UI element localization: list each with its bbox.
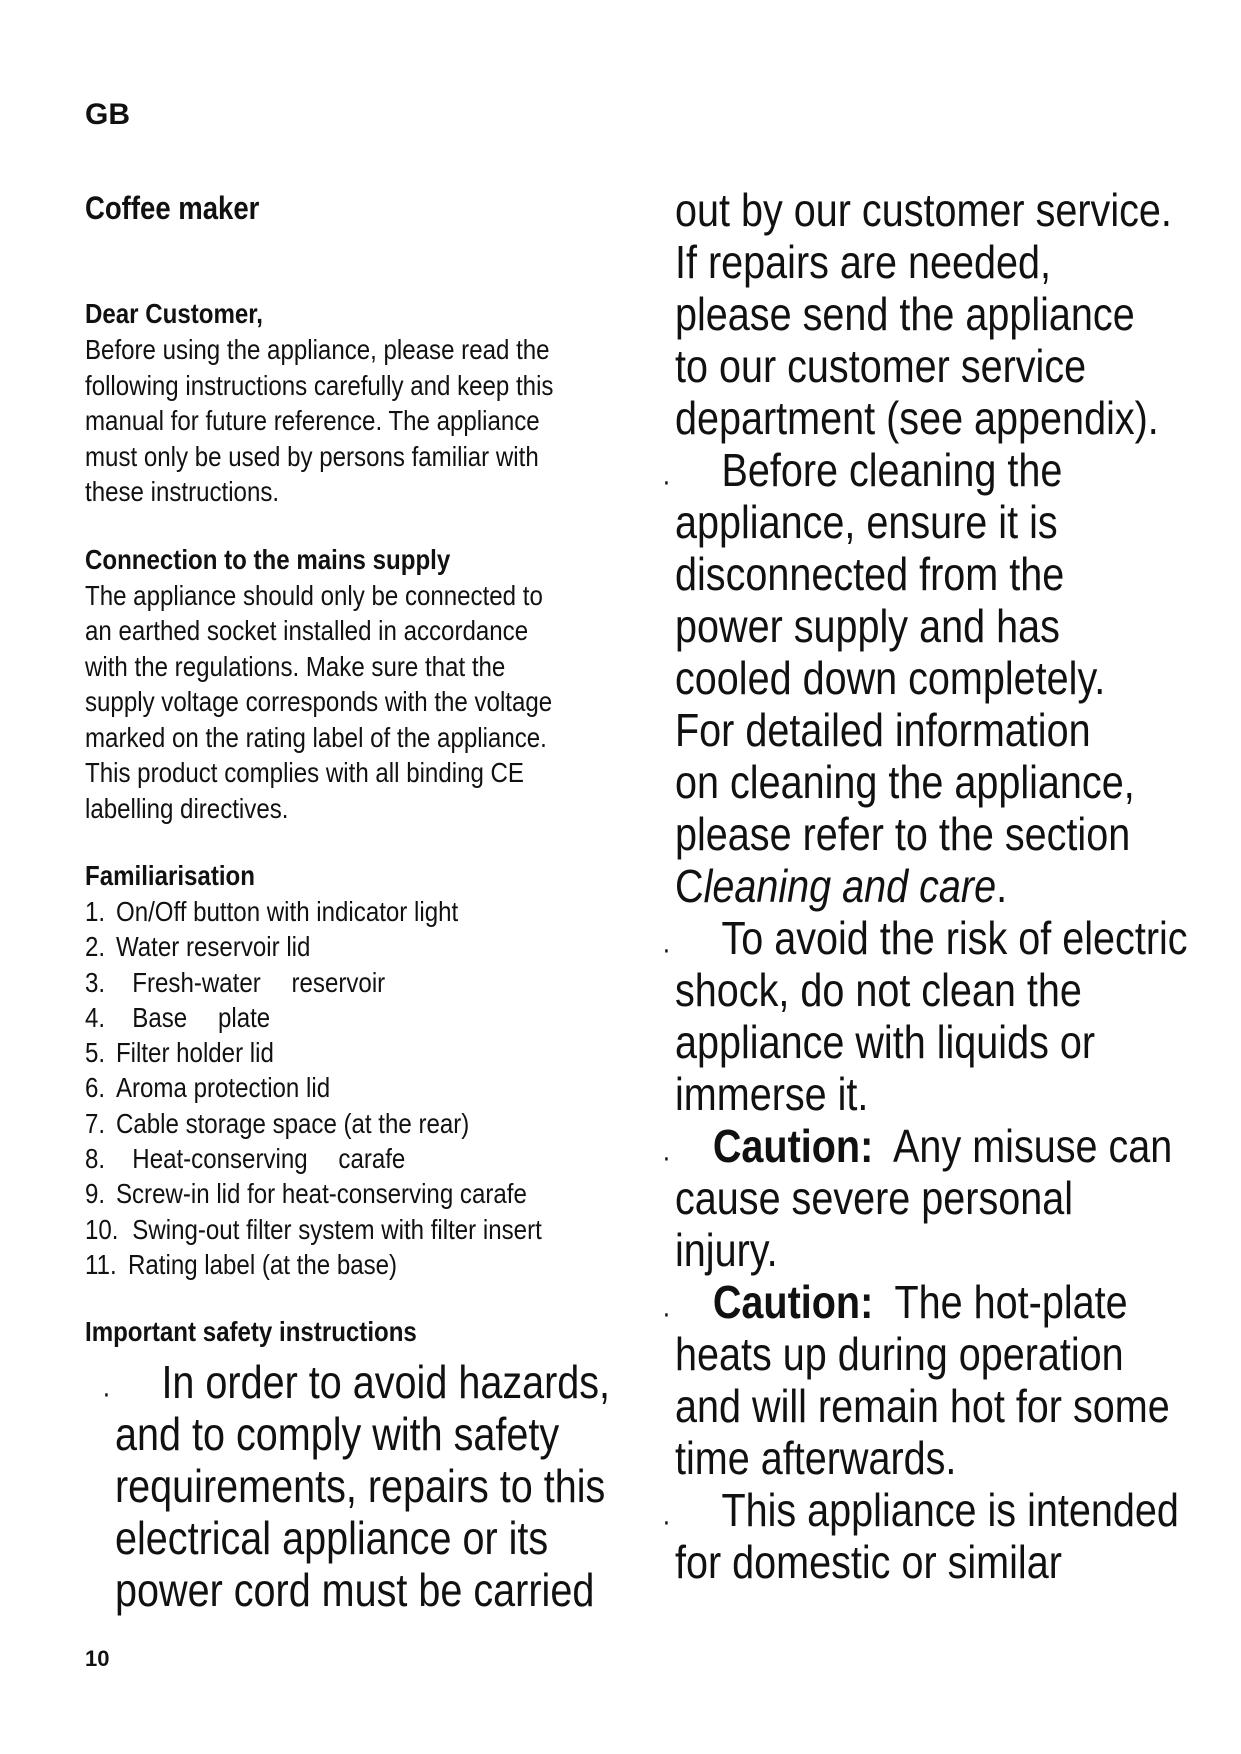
text-line: for domestic or similar — [675, 1536, 1062, 1588]
bullet-icon: · — [662, 1505, 671, 1538]
text-line: please refer to the section — [675, 808, 1131, 860]
item-number: 4. — [85, 1001, 106, 1033]
item-text: Screw-in lid for heat-conserving carafe — [115, 1178, 527, 1210]
repairs-continued — [675, 184, 1188, 444]
mains-heading: Connection to the mains supply — [85, 543, 451, 575]
text-line: out by our customer service. — [675, 184, 1172, 236]
item-number: 7. — [85, 1107, 106, 1139]
text-line: department (see appendix). — [675, 392, 1159, 444]
list-item — [85, 1141, 567, 1176]
right-column — [662, 184, 1188, 1588]
list-item — [85, 1035, 567, 1070]
text-line: to our customer service — [675, 340, 1087, 392]
intro-line: Before using the appliance, please read the — [85, 334, 550, 365]
text-line: immerse it. — [675, 1068, 869, 1120]
mains-line: an earthed socket installed in accordance — [85, 615, 529, 646]
text-line: shock, do not clean the — [675, 964, 1082, 1016]
mains-line: supply voltage corresponds with the voltage — [85, 686, 553, 717]
list-item — [85, 1247, 567, 1282]
text-line: time afterwards. — [675, 1432, 957, 1484]
item-number: 6. — [85, 1072, 106, 1104]
intro-line: must only be used by persons familiar with — [85, 440, 539, 472]
list-item — [85, 965, 567, 1000]
item-text: Water reservoir lid — [115, 931, 311, 963]
bullet-line: electrical appliance or its — [115, 1512, 549, 1564]
mains-line: The appliance should only be connected to — [85, 579, 543, 611]
text-line: Any misuse can — [893, 1120, 1173, 1172]
item-number: 11. — [85, 1248, 117, 1280]
item-number: 10. — [85, 1213, 119, 1245]
bullet-icon: · — [662, 465, 671, 498]
text-line: If repairs are needed, — [675, 236, 1052, 288]
caution-label: Caution: — [712, 1276, 874, 1328]
intro-line: manual for future reference. The appliance — [85, 405, 540, 436]
item-number: 5. — [85, 1037, 106, 1069]
language-label: GB — [85, 98, 130, 131]
item-text: Aroma protection lid — [115, 1072, 331, 1104]
safety-bullet-domestic — [662, 1484, 1188, 1588]
intro-line: these instructions. — [85, 476, 280, 507]
text-line: cooled down completely. — [675, 652, 1106, 704]
item-number: 3. — [85, 966, 106, 998]
list-item — [85, 1176, 567, 1211]
text-line: This appliance is intended — [721, 1484, 1179, 1536]
text-line: injury. — [675, 1224, 778, 1276]
item-number: 1. — [85, 896, 106, 927]
intro-line: following instructions carefully and keep this — [85, 369, 554, 401]
text-line: For detailed information — [675, 704, 1091, 756]
bullet-icon: · — [102, 1377, 111, 1410]
item-text: Filter holder lid — [115, 1037, 274, 1069]
mains-line: with the regulations. Make sure that the — [85, 650, 506, 682]
intro-section — [85, 296, 567, 1350]
text-line: please send the appliance — [675, 288, 1135, 340]
text-line: on cleaning the appliance, — [675, 756, 1135, 808]
mains-line: labelling directives. — [85, 792, 289, 824]
text-line: cause severe personal — [675, 1172, 1074, 1224]
list-item — [85, 1000, 567, 1035]
item-text: Fresh-water reservoir — [132, 966, 386, 998]
safety-bullet-misuse — [662, 1120, 1188, 1276]
item-text: Heat-conserving carafe — [132, 1143, 406, 1175]
page-title: Coffee maker — [85, 190, 260, 226]
text-line: power supply and has — [675, 600, 1060, 652]
mains-line: marked on the rating label of the appliance. — [85, 721, 547, 753]
bullet-icon: · — [662, 1141, 671, 1174]
period: . — [996, 860, 1008, 912]
item-number: 9. — [85, 1178, 106, 1210]
item-text: On/Off button with indicator light — [115, 896, 459, 927]
safety-bullet-shock — [662, 912, 1188, 1120]
page-number: 10 — [85, 1646, 110, 1671]
mains-line: This product complies with all binding CE — [85, 757, 524, 788]
familiarisation-heading: Familiarisation — [85, 860, 255, 891]
item-text: Rating label (at the base) — [128, 1248, 398, 1280]
text-line: appliance, ensure it is — [675, 496, 1058, 548]
bullet-line: In order to avoid hazards, — [161, 1356, 611, 1408]
bullet-line: power cord must be carried — [115, 1564, 595, 1616]
parts-list — [85, 894, 567, 1282]
intro-heading: Dear Customer, — [85, 298, 263, 329]
bullet-line: requirements, repairs to this — [115, 1460, 606, 1512]
caution-label: Caution: — [712, 1120, 874, 1172]
text-line: Before cleaning the — [721, 444, 1063, 496]
text-line: appliance with liquids or — [675, 1016, 1096, 1068]
left-column — [85, 296, 645, 1350]
bullet-icon: · — [662, 1297, 671, 1330]
text-line: and will remain hot for some — [675, 1380, 1170, 1432]
item-number: 8. — [85, 1143, 106, 1175]
text-line: heats up during operation — [675, 1328, 1124, 1380]
list-item — [85, 929, 567, 964]
list-item — [85, 894, 567, 929]
safety-bullet-hotplate — [662, 1276, 1188, 1484]
text-line: To avoid the risk of electric — [721, 912, 1188, 964]
item-text: Base plate — [132, 1001, 271, 1033]
bullet-line: and to comply with safety — [115, 1408, 560, 1460]
item-number: 2. — [85, 931, 106, 963]
item-text: Cable storage space (at the rear) — [115, 1107, 470, 1139]
item-text: Swing-out filter system with filter insert — [132, 1213, 542, 1245]
text-line: The hot-plate — [894, 1276, 1128, 1328]
section-ref: leaning and care — [703, 860, 997, 912]
safety-heading: Important safety instructions — [85, 1316, 417, 1348]
safety-bullet-cleaning — [662, 444, 1188, 912]
text-line: disconnected from the — [675, 548, 1065, 600]
list-item — [85, 1212, 567, 1247]
list-item — [85, 1070, 567, 1105]
section-ref-initial: C — [675, 860, 704, 912]
safety-bullet-repairs — [102, 1356, 611, 1616]
list-item — [85, 1106, 567, 1141]
bullet-icon: · — [662, 933, 671, 966]
